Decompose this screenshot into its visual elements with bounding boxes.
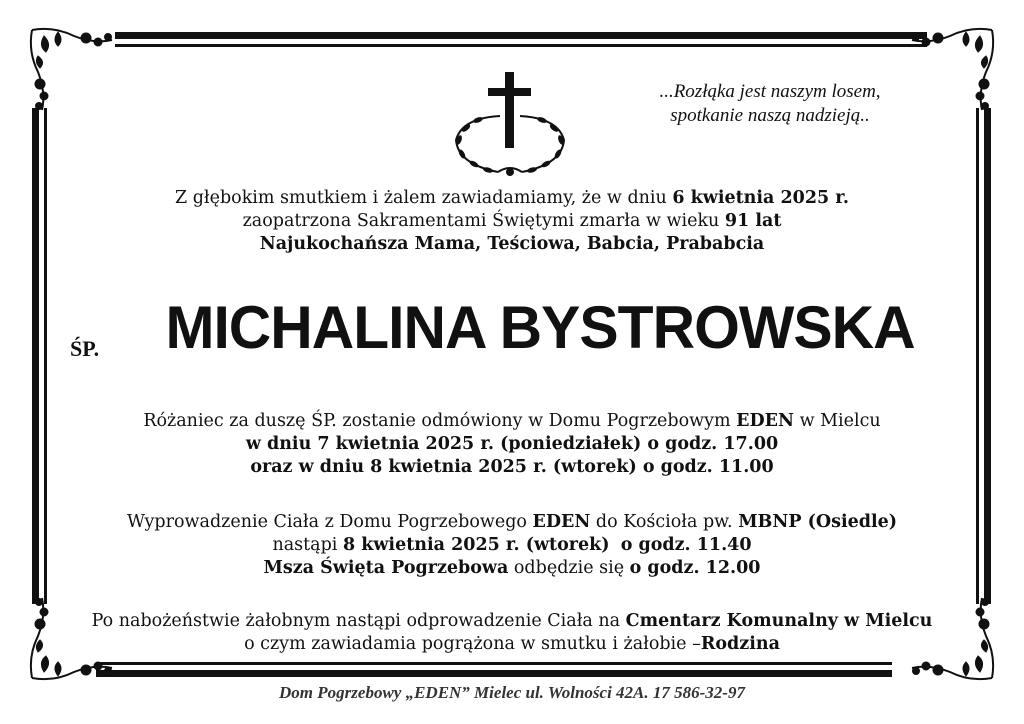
deceased-name: MICHALINA BYSTROWSKA xyxy=(165,294,915,361)
rosary-line-3 xyxy=(60,456,964,479)
quote-line-2: spotkanie naszą nadzieją.. xyxy=(670,105,870,126)
rosary-date-1: w dniu 7 kwietnia 2025 r. (poniedziałek) o godz. 17.00 xyxy=(245,434,779,454)
frame-top-bar-outer xyxy=(115,32,927,39)
procession-date: 8 kwietnia 2025 r. (wtorek) xyxy=(342,535,610,555)
funeral-home-footer: Dom Pogrzebowy „EDEN” Mielec ul. Wolności 42A. 17 586-32-97 xyxy=(279,683,745,702)
rosary-line-2 xyxy=(60,433,964,456)
procession-line-2 xyxy=(60,534,964,557)
procession-line-3 xyxy=(60,557,964,580)
announcement-line-1 xyxy=(60,187,964,210)
frame-bottom-bar-outer xyxy=(96,670,892,677)
announcement-block xyxy=(60,187,964,256)
procession-line-1 xyxy=(60,511,964,534)
burial-line-2 xyxy=(60,633,964,656)
burial-line-1 xyxy=(60,610,964,633)
rosary-block xyxy=(60,410,964,479)
announcement-text: zaopatrzona Sakramentami Świętymi zmarła w wieku xyxy=(242,211,725,231)
deceased-name-row xyxy=(70,288,970,368)
frame-right-bar-outer xyxy=(984,108,991,604)
deceased-prefix: ŚP. xyxy=(70,336,100,361)
frame-top-bar-inner xyxy=(115,44,927,47)
procession-text: odbędzie się xyxy=(508,558,630,578)
cemetery-name: Cmentarz Komunalny w Mielcu xyxy=(625,611,933,631)
burial-block xyxy=(60,610,964,656)
family-roles: Najukochańsza Mama, Teściowa, Babcia, Prababcia xyxy=(259,234,765,254)
death-date: 6 kwietnia 2025 r. xyxy=(672,188,849,208)
rosary-date-2: oraz w dniu 8 kwietnia 2025 r. (wtorek) o godz. 11.00 xyxy=(250,457,774,477)
procession-text: do Kościoła pw. xyxy=(590,512,739,532)
quote-line-1: ...Rozłąka jest naszym losem, xyxy=(659,81,881,102)
burial-text: Po nabożeństwie żałobnym nastąpi odprowadzenie Ciała na xyxy=(91,611,626,631)
rosary-text: w Mielcu xyxy=(794,411,881,431)
funeral-home-name: EDEN xyxy=(532,512,591,532)
funeral-mass: Msza Święta Pogrzebowa xyxy=(263,558,509,578)
procession-block xyxy=(60,511,964,580)
announcement-line-3 xyxy=(60,233,964,256)
cross-icon xyxy=(448,68,572,178)
frame-right-bar-inner xyxy=(976,108,979,604)
family-signature: Rodzina xyxy=(700,634,780,654)
frame-bottom-bar-inner xyxy=(96,662,892,665)
frame-left-bar-inner xyxy=(44,108,47,604)
rosary-text: Różaniec za duszę ŚP. zostanie odmówiony w Domu Pogrzebowym xyxy=(143,411,737,431)
burial-text: o czym zawiadamia pogrążona w smutku i żałobie – xyxy=(244,634,701,654)
frame-left-bar-outer xyxy=(32,108,39,604)
procession-text: Wyprowadzenie Ciała z Domu Pogrzebowego xyxy=(126,512,533,532)
procession-time: o godz. 11.40 xyxy=(620,535,752,555)
procession-text: nastąpi xyxy=(272,535,343,555)
floral-corner-icon xyxy=(24,22,114,112)
memorial-quote xyxy=(610,80,930,128)
funeral-home-name: EDEN xyxy=(736,411,795,431)
announcement-text: Z głębokim smutkiem i żalem zawiadamiamy, że w dniu xyxy=(175,188,673,208)
age-at-death: 91 lat xyxy=(724,211,782,231)
rosary-line-1 xyxy=(60,410,964,433)
announcement-line-2 xyxy=(60,210,964,233)
church-name: MBNP (Osiedle) xyxy=(738,512,898,532)
mass-time: o godz. 12.00 xyxy=(629,558,761,578)
